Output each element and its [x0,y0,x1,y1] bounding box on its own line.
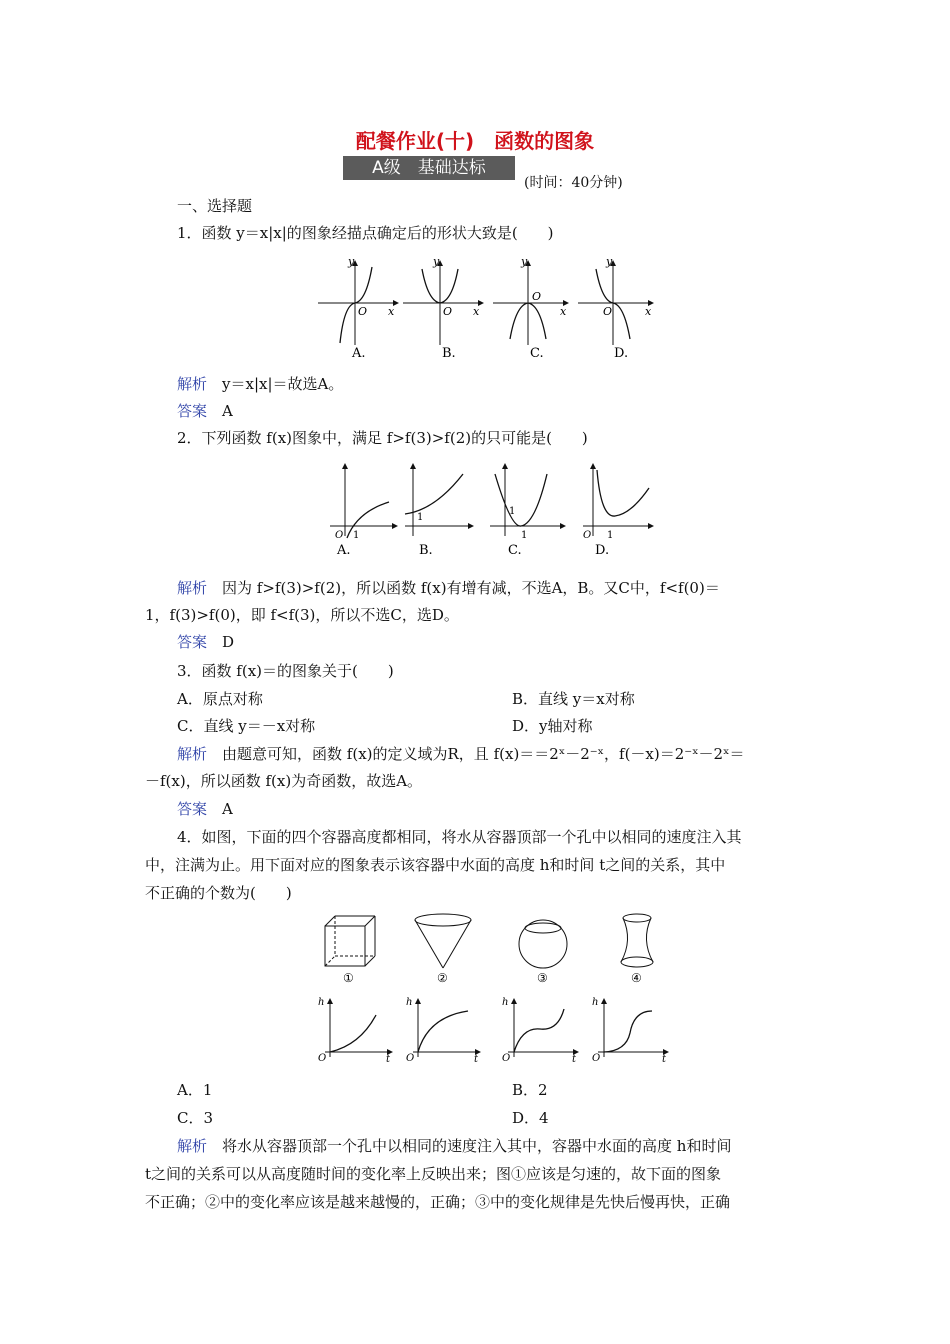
q4-analysis-3: 不正确；②中的变化率应该是越来越慢的，正确；③中的变化规律是先快后慢再快，正确 [145,1193,731,1211]
q1-graph-c [493,255,568,361]
q3-analysis-2: －f(x)，所以函数 f(x)为奇函数，故选A。 [145,772,423,790]
q2-answer [177,632,234,652]
answer-text: A [222,402,233,420]
container-waisted [621,914,653,967]
answer-text: A [222,800,233,818]
q1-label-b: B. [442,346,456,361]
origin-label: O [358,305,368,318]
axis-label-x: x [560,305,567,318]
container-label-4: ④ [631,971,642,985]
q1-answer [177,401,233,421]
axis-label-x: x [473,305,480,318]
q1-analysis [177,374,343,394]
q2-graph-c [490,464,565,558]
axis-label-y: y [606,255,613,268]
origin-label: O [318,1053,327,1064]
q4-graph-2 [406,997,480,1065]
container-label-2: ② [437,971,448,985]
q4-option-a: A．1 [177,1081,213,1099]
time-limit: (时间：40分钟) [524,175,623,191]
axis-label-y: y [521,255,528,268]
answer-label: 答案 [177,800,208,818]
axis-label-t: t [572,1054,577,1065]
q3-analysis-1 [177,744,744,764]
axis-label-h: h [502,997,509,1008]
section-heading: 一、选择题 [177,197,253,215]
q2-label-c: C. [508,543,522,558]
q2-analysis-2: 1，f(3)>f(0)，即 f<f(3)，所以不选C，选D。 [145,606,459,624]
q4-containers [315,908,665,988]
q2-graph-d [583,464,653,558]
q4-stem-2: 中，注满为止。用下面对应的图象表示该容器中水面的高度 h和时间 t之间的关系，其中 [145,856,726,874]
origin-label: O [502,1053,511,1064]
axis-label-x: x [645,305,652,318]
origin-label: O [443,305,453,318]
analysis-label: 解析 [177,745,208,763]
analysis-text: y＝x|x|＝故选A。 [222,375,344,393]
container-cube [325,916,375,966]
analysis-text: 将水从容器顶部一个孔中以相同的速度注入其中，容器中水面的高度 h和时间 [222,1137,732,1155]
q1-label-a: A. [352,346,366,361]
q3-answer [177,799,233,819]
analysis-label: 解析 [177,1137,208,1155]
q4-stem-3: 不正确的个数为( ) [145,884,292,902]
tick-label-1: 1 [521,530,528,541]
axis-label-h: h [318,997,325,1008]
q4-analysis-2: t之间的关系可以从高度随时间的变化率上反映出来；图①应该是匀速的，故下面的图象 [145,1165,722,1183]
q3-option-b: B．直线 y＝x对称 [512,690,635,708]
q4-graph-1 [318,997,392,1065]
q2-label-b: B. [419,543,433,558]
analysis-text: 因为 f>f(3)>f(2)，所以函数 f(x)有增有减，不选A，B。又C中，f<f(0)＝ [222,579,720,597]
origin-label: O [592,1053,601,1064]
q3-option-d: D．y轴对称 [512,717,593,735]
container-cone [415,914,471,968]
origin-label: O [406,1053,415,1064]
q2-graph-b [405,464,473,558]
level-badge: A级 基础达标 [343,156,515,180]
page-title: 配餐作业(十) 函数的图象 [355,129,595,153]
q2-analysis-1 [177,578,720,598]
axis-label-t: t [474,1054,479,1065]
q1-figures [310,255,660,365]
q3-option-c: C．直线 y＝－x对称 [177,717,316,735]
q2-graph-a [330,464,397,558]
axis-label-y: y [348,255,355,268]
q1-graph-a [318,255,398,361]
answer-label: 答案 [177,633,208,651]
q4-option-d: D．4 [512,1109,549,1127]
q4-graph-4 [592,997,668,1065]
answer-text: D [222,633,235,651]
axis-label-h: h [592,997,599,1008]
q1-graph-b [403,255,483,361]
container-label-1: ① [343,971,354,985]
axis-label-h: h [406,997,413,1008]
q2-stem: 2．下列函数 f(x)图象中，满足 f>f(3)>f(2)的只可能是( ) [177,429,588,447]
q1-graph-d [578,255,653,361]
origin-label: O [603,305,613,318]
q4-option-b: B．2 [512,1081,548,1099]
q2-label-d: D. [595,543,610,558]
tick-label-1: 1 [353,530,360,541]
q4-option-c: C．3 [177,1109,214,1127]
q4-graphs [310,995,680,1065]
q3-stem: 3．函数 f(x)＝的图象关于( ) [177,662,394,680]
axis-label-y: y [433,255,440,268]
container-label-3: ③ [537,971,548,985]
tick-label-1: 1 [417,512,424,523]
q2-figures [325,458,665,568]
origin-label: O [532,290,542,303]
q4-analysis-1 [177,1136,731,1156]
analysis-text: 由题意可知，函数 f(x)的定义域为R，且 f(x)＝＝2ˣ－2⁻ˣ，f(－x)＝2⁻ˣ－2ˣ＝ [222,745,745,763]
q1-label-d: D. [614,346,629,361]
q3-option-a: A．原点对称 [177,690,263,708]
container-sphere [519,920,567,968]
tick-label-1: 1 [509,506,516,517]
axis-label-t: t [662,1054,667,1065]
analysis-label: 解析 [177,375,208,393]
answer-label: 答案 [177,402,208,420]
origin-label: O [335,530,344,541]
origin-label: O [583,530,592,541]
q2-label-a: A. [337,543,351,558]
tick-label-1: 1 [607,530,614,541]
q4-graph-3 [502,997,578,1065]
q1-stem: 1．函数 y＝x|x|的图象经描点确定后的形状大致是( ) [177,224,554,242]
q4-stem-1: 4．如图，下面的四个容器高度都相同，将水从容器顶部一个孔中以相同的速度注入其 [177,828,742,846]
analysis-label: 解析 [177,579,208,597]
q1-label-c: C. [530,346,544,361]
axis-label-t: t [386,1054,391,1065]
axis-label-x: x [388,305,395,318]
